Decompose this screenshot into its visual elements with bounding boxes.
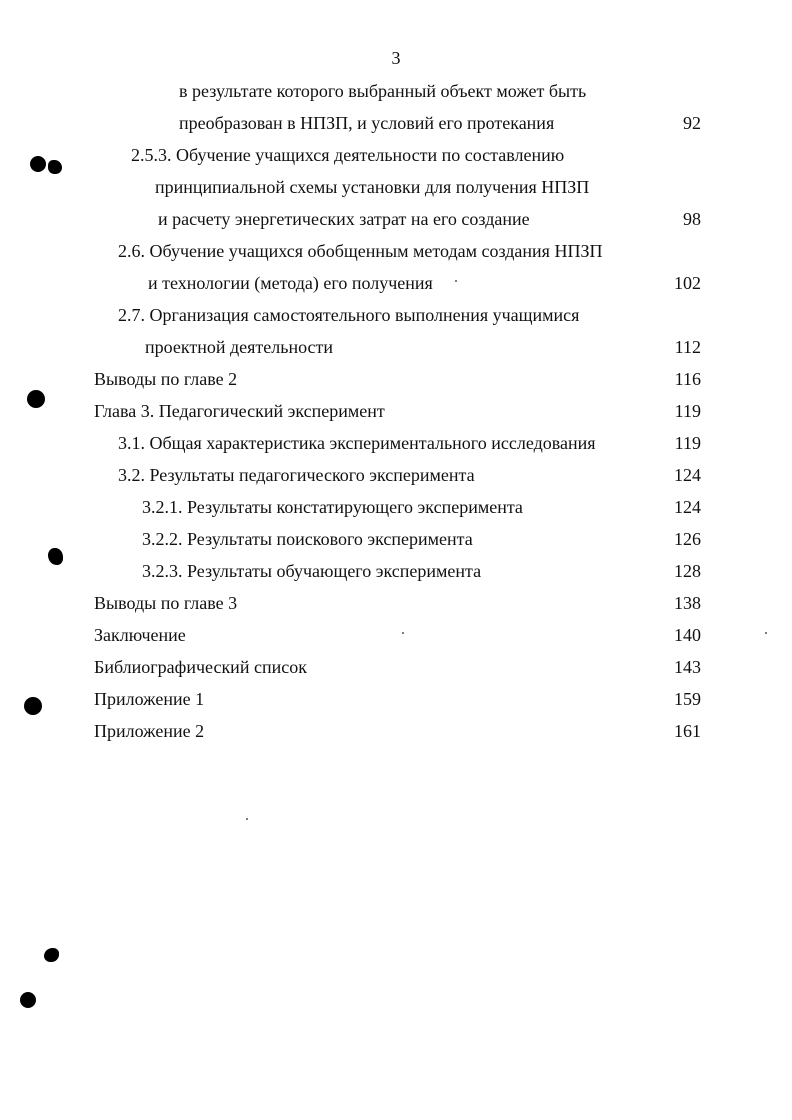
- toc-entry-text: Приложение 2: [94, 721, 205, 741]
- toc-entry-page: 159: [674, 689, 701, 709]
- toc-entry-page: 119: [674, 401, 701, 421]
- toc-entry-text: 2.7. Организация самостоятельного выполнения учащимися: [118, 305, 580, 325]
- toc-entry-text: 3.2.2. Результаты поискового эксперимента: [142, 529, 473, 549]
- toc-entry-text: в результате которого выбранный объект может быть: [179, 81, 587, 101]
- toc-entry-page: 124: [674, 497, 701, 517]
- toc-entry-text: Приложение 1: [94, 689, 205, 709]
- punch-hole-mark: [44, 948, 59, 962]
- scan-speck: [402, 632, 404, 634]
- toc-entry-page: 98: [683, 209, 701, 229]
- page-number: 3: [391, 48, 401, 68]
- punch-hole-mark: [48, 160, 62, 174]
- toc-entry-text: Библиографический список: [94, 657, 307, 677]
- toc-entry-page: 128: [674, 561, 701, 581]
- toc-entry-page: 143: [674, 657, 701, 677]
- toc-entry-text: 2.6. Обучение учащихся обобщенным методам создания НПЗП: [118, 241, 603, 261]
- punch-hole-mark: [30, 156, 46, 172]
- punch-hole-mark: [24, 697, 42, 715]
- toc-entry-text: 3.2.1. Результаты констатирующего эксперимента: [142, 497, 523, 517]
- toc-entry-text: проектной деятельности: [145, 337, 334, 357]
- toc-entry-page: 116: [674, 369, 701, 389]
- toc-entry-text: Глава 3. Педагогический эксперимент: [94, 401, 385, 421]
- toc-entry-page: 92: [683, 113, 701, 133]
- toc-entry-page: 161: [674, 721, 701, 741]
- toc-entry-text: Выводы по главе 2: [94, 369, 238, 389]
- scan-speck: [765, 632, 767, 634]
- punch-hole-mark: [20, 992, 36, 1008]
- punch-hole-mark: [48, 548, 63, 565]
- toc-entry-text: Выводы по главе 3: [94, 593, 238, 613]
- toc-entry-text: Заключение: [94, 625, 186, 645]
- toc-entry-text: 3.2.3. Результаты обучающего эксперимента: [142, 561, 482, 581]
- toc-entry-text: и расчету энергетических затрат на его создание: [158, 209, 530, 229]
- toc-entry-page: 119: [674, 433, 701, 453]
- toc-entry-text: принципиальной схемы установки для получения НПЗП: [155, 177, 590, 197]
- toc-entry-text: преобразован в НПЗП, и условий его протекания: [179, 113, 555, 133]
- toc-entry-page: 140: [674, 625, 701, 645]
- scan-speck: [455, 280, 457, 282]
- toc-entry-text: 2.5.3. Обучение учащихся деятельности по составлению: [131, 145, 565, 165]
- toc-entry-text: 3.2. Результаты педагогического эксперимента: [118, 465, 475, 485]
- toc-entry-text: и технологии (метода) его получения: [148, 273, 433, 293]
- toc-entry-page: 126: [674, 529, 701, 549]
- toc-entry-page: 112: [674, 337, 701, 357]
- toc-entry-page: 102: [674, 273, 701, 293]
- toc-entry-page: 124: [674, 465, 701, 485]
- punch-hole-mark: [27, 390, 45, 408]
- toc-entry-text: 3.1. Общая характеристика экспериментального исследования: [118, 433, 596, 453]
- toc-entry-page: 138: [674, 593, 701, 613]
- scan-speck: [246, 818, 248, 820]
